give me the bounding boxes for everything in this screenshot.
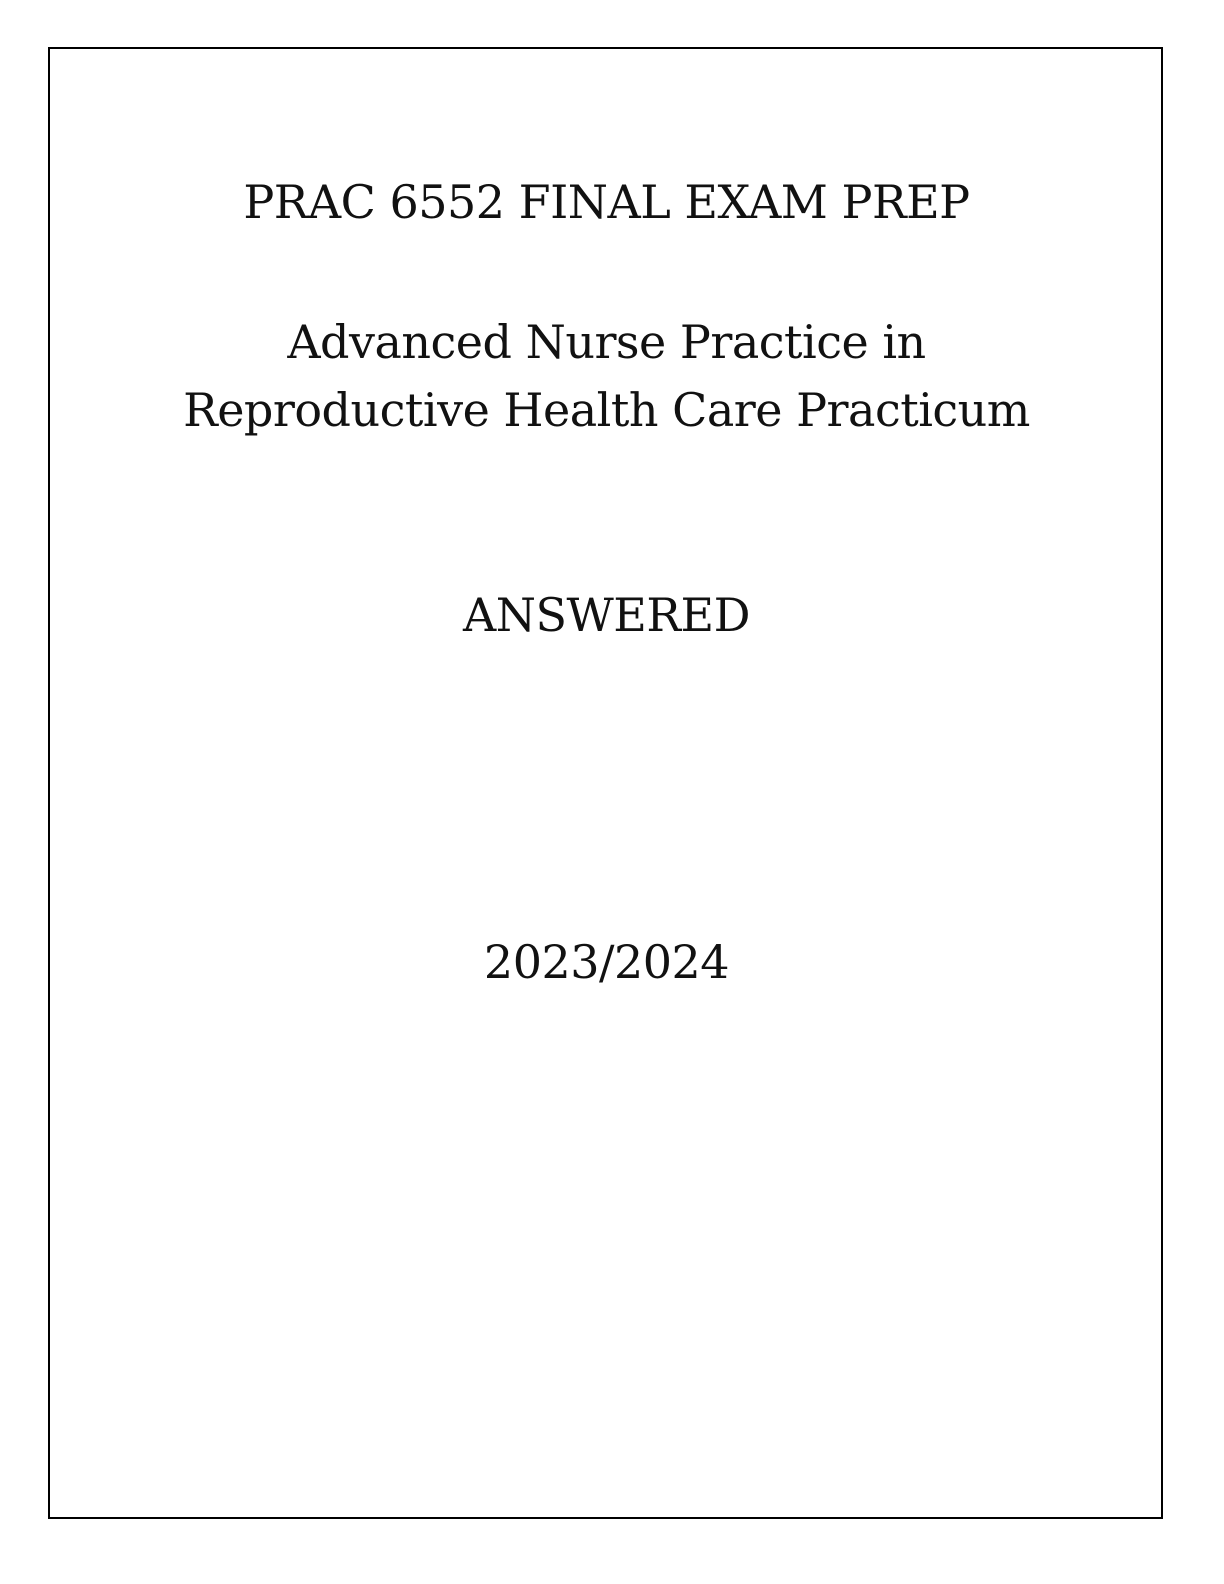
subtitle-line-2: Reproductive Health Care Practicum [183,383,1030,437]
page-border [48,47,1163,1519]
status-label: ANSWERED [463,588,750,642]
course-title: PRAC 6552 FINAL EXAM PREP [243,175,970,229]
subtitle-line-1: Advanced Nurse Practice in [287,315,926,369]
academic-year: 2023/2024 [483,935,730,989]
